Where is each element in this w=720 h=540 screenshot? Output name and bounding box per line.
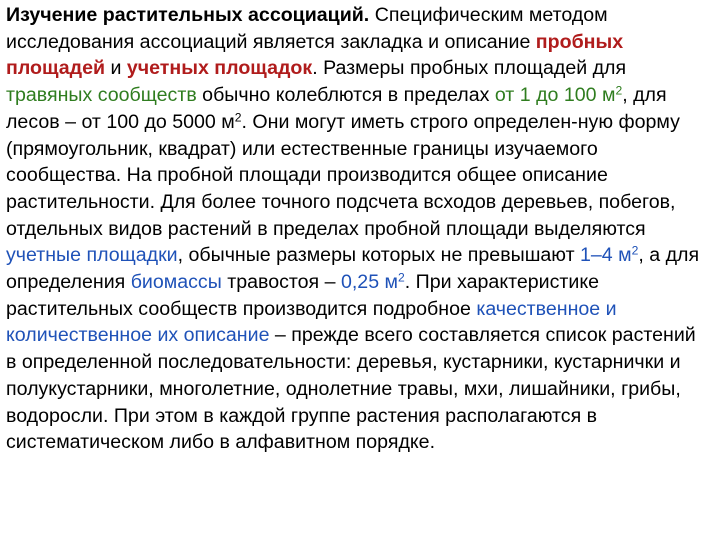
text-run: . При характеристике растительных сообществ производится подробное xyxy=(6,271,600,320)
term-biomassa: биомассы xyxy=(130,271,222,294)
superscript: 2 xyxy=(234,110,242,125)
superscript: 2 xyxy=(631,243,639,258)
text-run: , для лесов – от 100 до 5000 м xyxy=(6,84,667,133)
term-kachestvennoe-opisanie: качественное и количественное их описание xyxy=(6,297,617,347)
range-herb-communities: от 1 до 100 м xyxy=(494,84,616,107)
body-paragraph xyxy=(6,2,710,456)
range-biomass: 0,25 м xyxy=(340,271,399,294)
text-run: травостоя – xyxy=(221,271,341,294)
text-run: – прежде всего составляется список растений в определенной последовательности: деревья, кустарники, кустарнички и полукустарники, многолетние, однолетние травы, мхи, лишайники, грибы, водоросли. При этом в каждой группе растения располагаются в систематическом либо в алфавитном порядке. xyxy=(6,324,696,454)
term-uchetnye-ploshchadki-2: учетные площадки xyxy=(6,244,178,267)
term-probnye-ploshchadi: пробных площадей xyxy=(6,30,624,80)
superscript: 2 xyxy=(398,270,405,285)
text-run: и xyxy=(105,57,127,80)
text-run: Специфическим методом исследования ассоциаций является закладка и описание xyxy=(6,4,608,53)
text-run: , а для определения xyxy=(6,244,700,294)
superscript: 2 xyxy=(615,83,623,98)
text-run: обычно колеблются в пределах xyxy=(196,84,495,107)
text-run: , обычные размеры которых не превышают xyxy=(177,244,580,267)
text-run: . Они могут иметь строго определен-ную форму (прямоугольник, квадрат) или естественные границы изучаемого сообщества. На пробной площади производится общее описание растительности. Для более точного подсчета всходов деревьев, побегов, отдельных видов растений в пределах пробной площади выделяются xyxy=(6,110,680,240)
section-title: Изучение растительных ассоциаций. xyxy=(6,4,370,26)
text-run: . Размеры пробных площадей для xyxy=(312,57,627,80)
term-travyanye-soobshchestva: травяных сообществ xyxy=(6,84,197,107)
term-uchetnye-ploshchadki: учетных площадок xyxy=(126,57,313,80)
range-plots: 1–4 м xyxy=(580,244,632,267)
